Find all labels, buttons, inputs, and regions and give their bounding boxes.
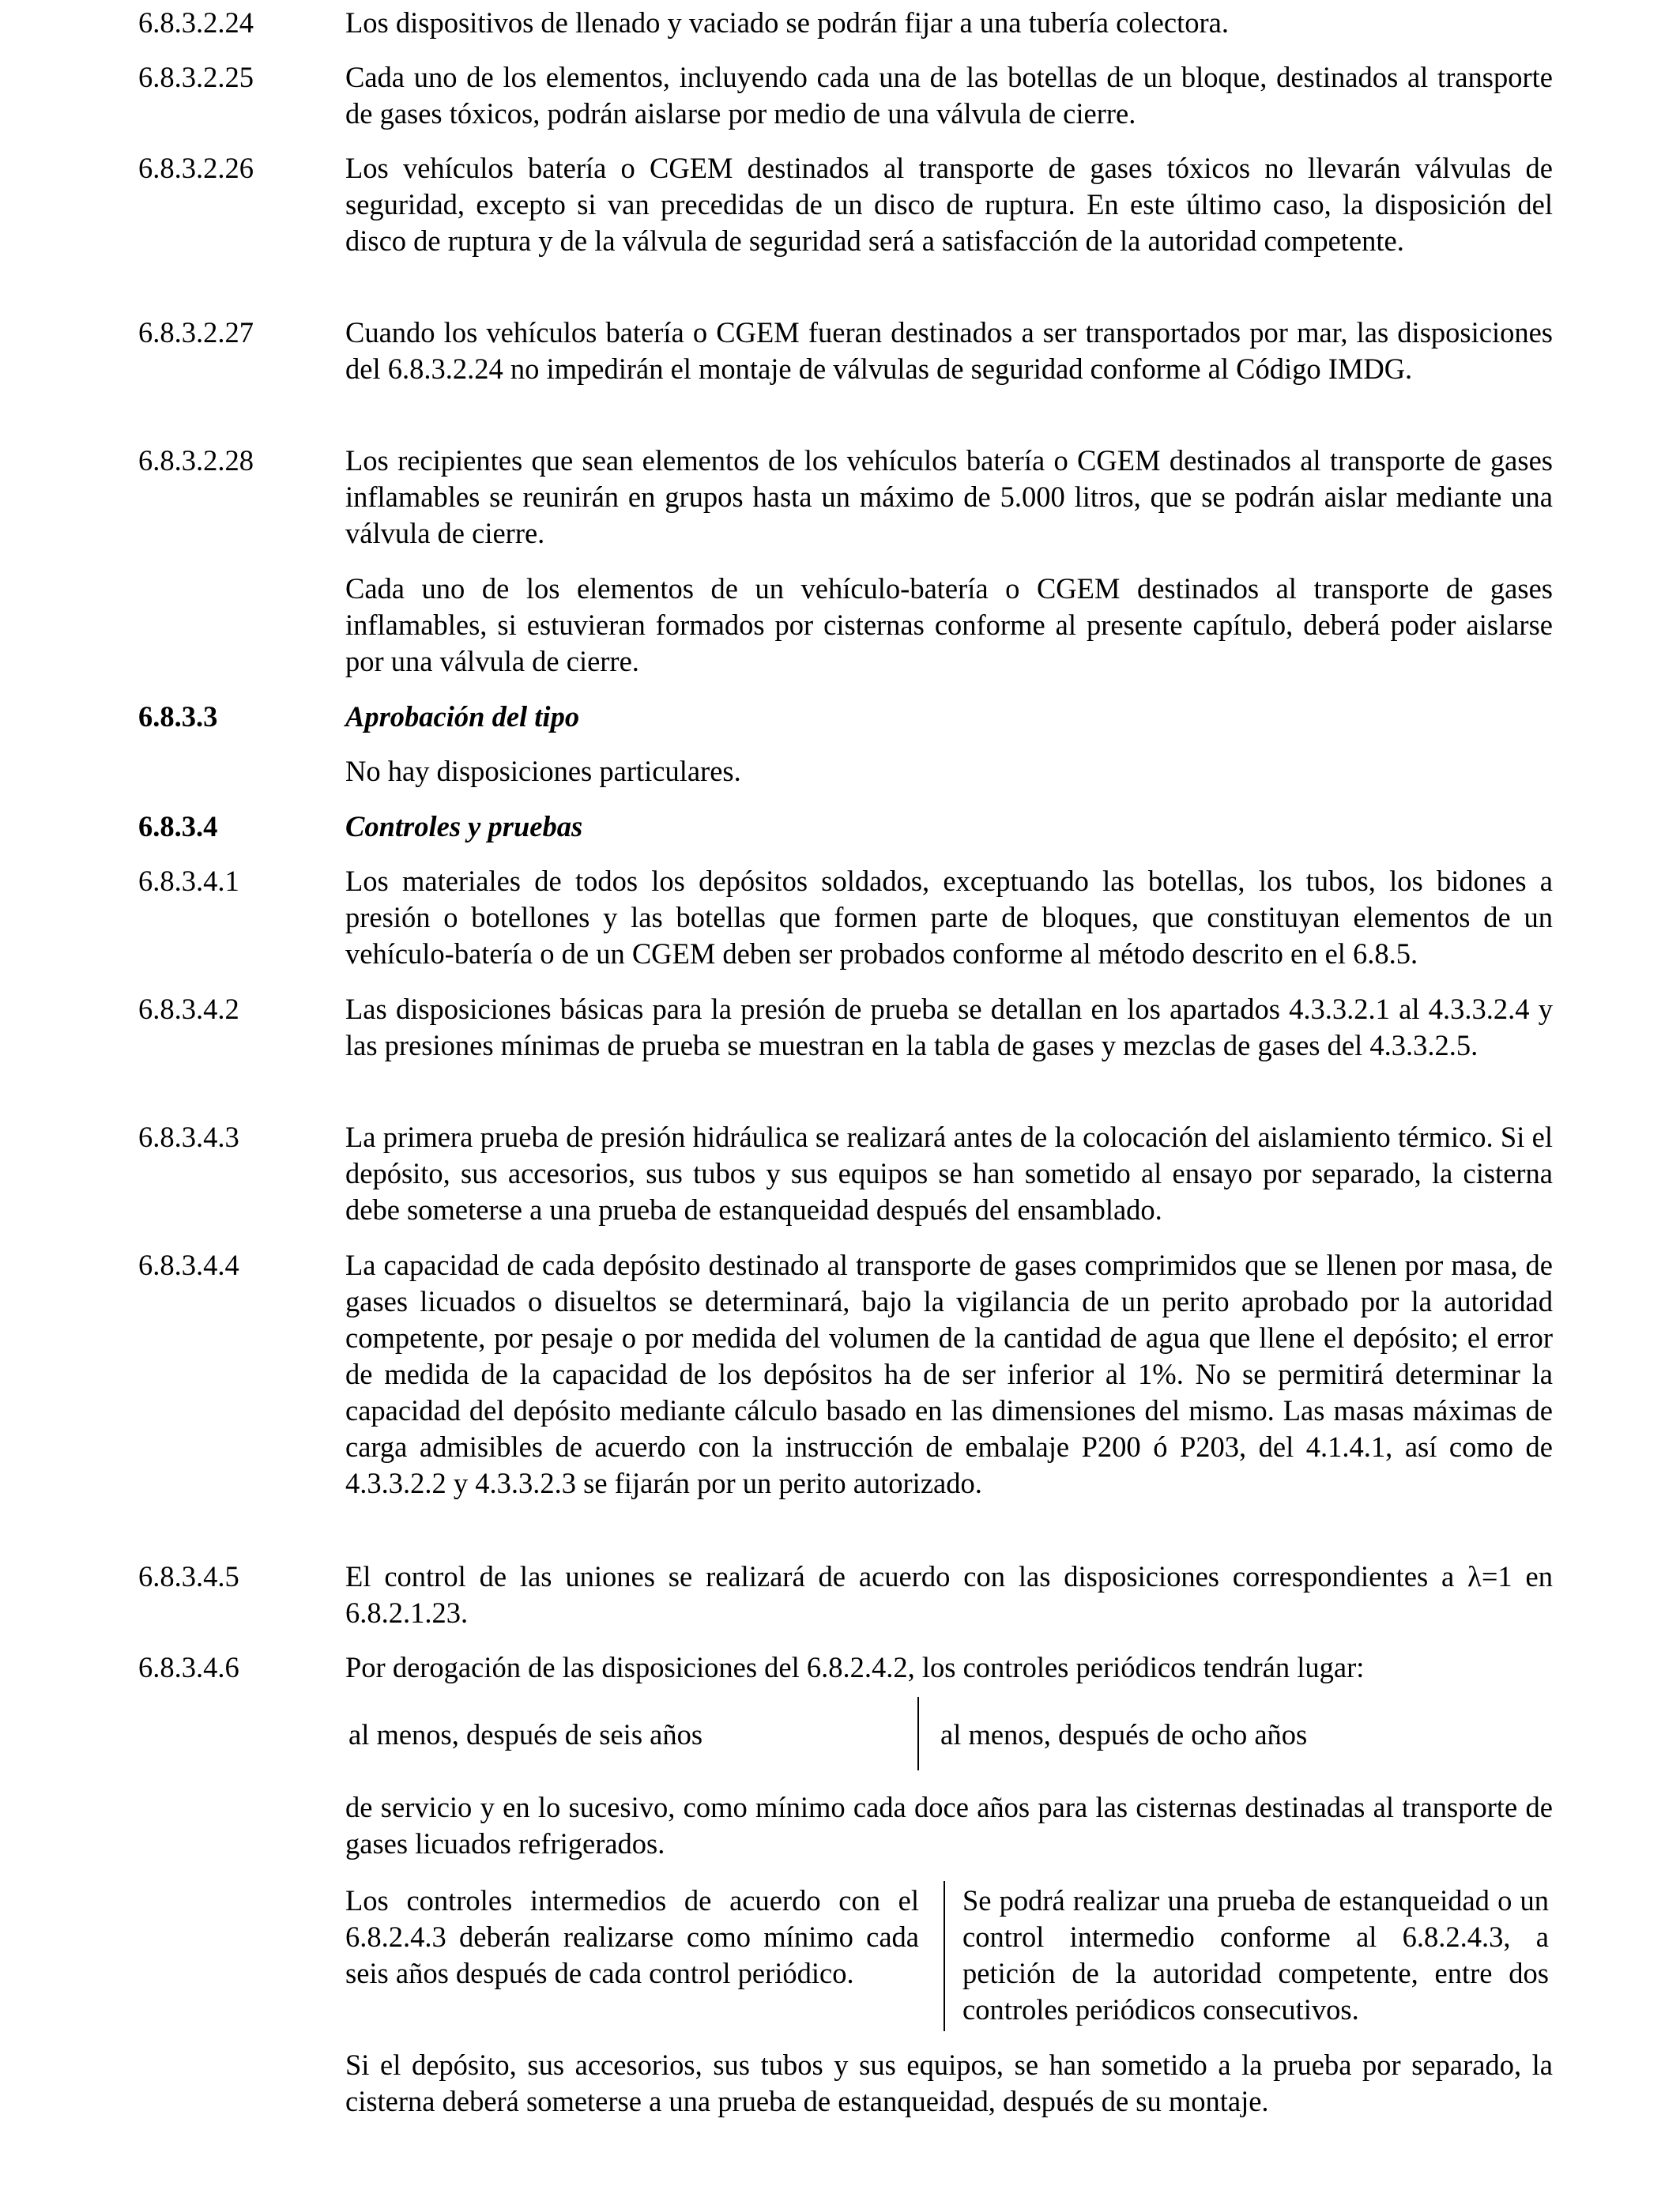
entry-number: 6.8.3.4.4 — [138, 1249, 239, 1281]
entry-text: Cada uno de los elementos, incluyendo cada una de las botellas de un bloque, destinados al transporte de gases tóxicos, podrán aislarse por medio de una válvula de cierre. — [345, 61, 1553, 130]
split-right-ocho-anos: al menos, después de ocho años — [940, 1718, 1308, 1751]
entry-text: Los materiales de todos los depósitos soldados, exceptuando las botellas, los tubos, los bidones a presión o botellones y las botellas que formen parte de bloques, que constituyan elementos de un vehículo-batería o de un CGEM deben ser probados conforme al método descrito en el 6.8.5. — [345, 865, 1553, 970]
entry-text: Los recipientes que sean elementos de los vehículos batería o CGEM destinados al transporte de gases inflamables se reunirán en grupos hasta un máximo de 5.000 litros, que se podrán aislar mediante una válvula de cierre. — [345, 444, 1553, 549]
entry-text: Las disposiciones básicas para la presión de prueba se detallan en los apartados 4.3.3.2.1 al 4.3.3.2.4 y las presiones mínimas de prueba se muestran en la tabla de gases y mezclas de gases del 4.3.3.2.5. — [345, 993, 1553, 1061]
entry-text: Los dispositivos de llenado y vaciado se podrán fijar a una tubería colectora. — [345, 6, 1229, 39]
column-divider — [917, 1697, 919, 1770]
entry-number: 6.8.3.4.2 — [138, 993, 239, 1025]
entry-number: 6.8.3.4.5 — [138, 1560, 239, 1593]
split-right-prueba-estanqueidad: Se podrá realizar una prueba de estanqueidad o un control intermedio conforme al 6.8.2.4.3, a petición de la autoridad competente, entre dos controles periódicos consecutivos. — [962, 1884, 1549, 2026]
section-heading: Aprobación del tipo — [345, 700, 580, 733]
paragraph-no-disposiciones: No hay disposiciones particulares. — [345, 755, 741, 787]
entry-number: 6.8.3.2.28 — [138, 444, 254, 477]
entry-number: 6.8.3.4.3 — [138, 1121, 239, 1153]
entry-text: Cuando los vehículos batería o CGEM fueran destinados a ser transportados por mar, las disposiciones del 6.8.3.2.24 no impedirán el montaje de válvulas de seguridad conforme al Código IMDG. — [345, 316, 1553, 385]
entry-number: 6.8.3.4.1 — [138, 865, 239, 897]
entry-number: 6.8.3.2.24 — [138, 6, 254, 39]
section-number: 6.8.3.3 — [138, 700, 218, 733]
column-divider — [944, 1881, 945, 2031]
entry-number: 6.8.3.4.6 — [138, 1651, 239, 1683]
section-heading: Controles y pruebas — [345, 810, 583, 843]
entry-text: Los vehículos batería o CGEM destinados al transporte de gases tóxicos no llevarán válvulas de seguridad, excepto si van precedidas de un disco de ruptura. En este último caso, la disposición del disco de ruptura y de la válvula de seguridad será a satisfacción de la autoridad competente. — [345, 152, 1553, 257]
section-number: 6.8.3.4 — [138, 810, 218, 843]
entry-number: 6.8.3.2.25 — [138, 61, 254, 93]
paragraph-final: Si el depósito, sus accesorios, sus tubos y sus equipos, se han sometido a la prueba por separado, la cisterna deberá someterse a una prueba de estanqueidad, después de su montaje. — [345, 2049, 1553, 2117]
entry-text: La capacidad de cada depósito destinado al transporte de gases comprimidos que se llenen por masa, de gases licuados o disueltos se determinará, bajo la vigilancia de un perito aprobado por la autoridad competente, por pesaje o por medida del volumen de la cantidad de agua que llene el depósito; el error de medida de la capacidad de los depósitos ha de ser inferior al 1%. No se permitirá determinar la capacidad del depósito mediante cálculo basado en las dimensiones del mismo. Las masas máximas de carga admisibles de acuerdo con la instrucción de embalaje P200 ó P203, del 4.1.4.1, así como de 4.3.3.2.2 y 4.3.3.2.3 se fijarán por un perito autorizado. — [345, 1249, 1553, 1499]
split-left-seis-anos: al menos, después de seis años — [348, 1718, 703, 1751]
entry-text: Por derogación de las disposiciones del 6.8.2.4.2, los controles periódicos tendrán lugar: — [345, 1651, 1365, 1683]
paragraph-elementos-inflamables: Cada uno de los elementos de un vehículo-batería o CGEM destinados al transporte de gases inflamables, si estuvieran formados por cisternas conforme al presente capítulo, deberá poder aislarse por una válvula de cierre. — [345, 572, 1553, 677]
entry-text: El control de las uniones se realizará de acuerdo con las disposiciones correspondientes a λ=1 en 6.8.2.1.23. — [345, 1560, 1553, 1629]
entry-text: La primera prueba de presión hidráulica se realizará antes de la colocación del aislamiento térmico. Si el depósito, sus accesorios, sus tubos y sus equipos se han sometido al ensayo por separado, la cisterna debe someterse a una prueba de estanqueidad después del ensamblado. — [345, 1121, 1553, 1226]
entry-number: 6.8.3.2.26 — [138, 152, 254, 184]
paragraph-de-servicio: de servicio y en lo sucesivo, como mínimo cada doce años para las cisternas destinadas al transporte de gases licuados refrigerados. — [345, 1791, 1553, 1860]
entry-number: 6.8.3.2.27 — [138, 316, 254, 349]
split-left-controles-intermedios: Los controles intermedios de acuerdo con el 6.8.2.4.3 deberán realizarse como mínimo cada seis años después de cada control periódico. — [345, 1884, 919, 1989]
